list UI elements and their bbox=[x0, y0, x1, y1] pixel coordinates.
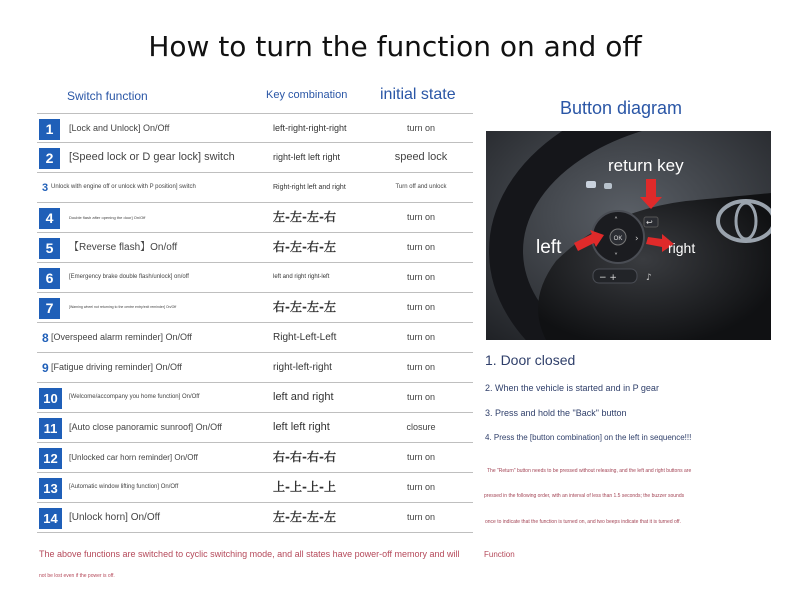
row-key: left-right-right-right bbox=[273, 123, 347, 133]
table-row bbox=[37, 353, 473, 383]
chevron-down-icon: ˅ bbox=[614, 252, 618, 261]
row-function: [Fatigue driving reminder] On/Off bbox=[51, 362, 182, 372]
row-function: Unlock with engine off or unlock with P position] switch bbox=[51, 184, 196, 190]
row-number: 14 bbox=[39, 508, 62, 529]
row-state: turn on bbox=[406, 123, 436, 133]
row-state: speed lock bbox=[394, 151, 448, 163]
row-key: 左-左-左-右 bbox=[273, 210, 336, 224]
row-key: 右-左-右-左 bbox=[273, 240, 336, 254]
table-row bbox=[37, 473, 473, 503]
dash-indicator bbox=[586, 181, 596, 188]
row-function: [Unlocked car horn reminder] On/Off bbox=[69, 453, 198, 462]
instruction-3: 3. Press and hold the "Back" button bbox=[485, 408, 627, 418]
row-state: turn on bbox=[406, 512, 436, 522]
table-row bbox=[37, 323, 473, 353]
row-key: right-left left right bbox=[273, 152, 341, 162]
table-row bbox=[37, 143, 473, 173]
voice-icon: ♪ bbox=[646, 273, 652, 283]
dash-indicator bbox=[604, 183, 612, 189]
function-table bbox=[37, 113, 473, 533]
table-row bbox=[37, 443, 473, 473]
table-row bbox=[37, 383, 473, 413]
button-diagram-title: Button diagram bbox=[559, 98, 683, 118]
row-state: turn on bbox=[406, 362, 436, 372]
row-function: [Overspeed alarm reminder] On/Off bbox=[51, 332, 192, 342]
row-key: right-left-right bbox=[273, 362, 332, 373]
table-row bbox=[37, 203, 473, 233]
row-key: 左-左-左-左 bbox=[273, 510, 336, 524]
row-function: [Lock and Unlock] On/Off bbox=[69, 123, 170, 133]
return-icon: ↩ bbox=[646, 218, 653, 227]
header-switch-function: Switch function bbox=[67, 89, 148, 103]
row-number: 11 bbox=[39, 418, 62, 439]
row-state: closure bbox=[406, 422, 436, 432]
ok-label: OK bbox=[613, 236, 623, 242]
return-key-label: return key bbox=[608, 156, 684, 175]
row-state: turn on bbox=[406, 242, 436, 252]
header-key-combination: Key combination bbox=[266, 89, 348, 101]
row-key: left and right right-left bbox=[273, 274, 330, 280]
table-row bbox=[37, 293, 473, 323]
header-initial-state: initial state bbox=[380, 86, 456, 103]
row-number: 5 bbox=[39, 238, 60, 259]
row-number: 3 bbox=[42, 182, 49, 194]
instruction-note: once to indicate that the function is turned on, and two beeps indicate that it is turned off. bbox=[485, 519, 681, 525]
chevron-right-icon: › bbox=[635, 234, 639, 244]
row-function: 【Reverse flash】On/off bbox=[69, 242, 178, 253]
row-number: 8 bbox=[42, 331, 49, 345]
row-number: 13 bbox=[39, 478, 62, 499]
row-number: 7 bbox=[39, 298, 60, 319]
row-number: 9 bbox=[42, 361, 49, 375]
row-number: 6 bbox=[39, 268, 60, 289]
row-key: left and right bbox=[273, 391, 334, 403]
row-number: 4 bbox=[39, 208, 60, 229]
row-key: left left right bbox=[273, 421, 330, 433]
row-state: turn on bbox=[406, 392, 436, 402]
row-function: [Auto close panoramic sunroof] On/Off bbox=[69, 422, 222, 432]
row-state: turn on bbox=[406, 302, 436, 312]
steering-wheel-illustration bbox=[486, 131, 771, 340]
volume-icon: − + bbox=[599, 273, 617, 283]
row-state: turn on bbox=[406, 212, 436, 222]
left-label: left bbox=[536, 237, 562, 258]
table-row bbox=[37, 113, 473, 143]
row-state: turn on bbox=[406, 332, 436, 342]
row-number: 10 bbox=[39, 388, 62, 409]
row-state: turn on bbox=[406, 452, 436, 462]
row-key: Right-right left and right bbox=[273, 184, 346, 191]
row-function: [Automatic window lifting function] On/Off bbox=[69, 484, 179, 490]
row-number: 12 bbox=[39, 448, 62, 469]
table-row bbox=[37, 413, 473, 443]
table-row bbox=[37, 173, 473, 203]
row-number: 2 bbox=[39, 148, 60, 169]
row-key: 右-左-左-左 bbox=[273, 300, 336, 314]
table-row bbox=[37, 503, 473, 533]
row-key: 右-右-右-右 bbox=[273, 450, 336, 464]
row-function: Double flash after opening the door] On/Off bbox=[69, 215, 146, 220]
footer-note-line1: The above functions are switched to cyclic switching mode, and all states have power-off memory and will bbox=[39, 549, 460, 559]
footer-note-line2: not be lost even if the power is off. bbox=[39, 573, 115, 579]
page-title: How to turn the function on and off bbox=[148, 30, 642, 63]
table-row bbox=[37, 233, 473, 263]
row-state: turn on bbox=[406, 272, 436, 282]
instruction-note: The "Return" button needs to be pressed without releasing, and the left and right buttons are bbox=[487, 468, 692, 474]
row-key: Right-Left-Left bbox=[273, 332, 337, 343]
row-number: 1 bbox=[39, 119, 60, 140]
row-state: turn on bbox=[406, 482, 436, 492]
chevron-up-icon: ˄ bbox=[614, 216, 618, 225]
row-function: [Unlock horn] On/Off bbox=[69, 512, 160, 523]
instruction-note: pressed in the following order, with an interval of less than 1.5 seconds; the buzzer sounds bbox=[484, 493, 685, 499]
table-row bbox=[37, 263, 473, 293]
row-key: 上-上-上-上 bbox=[273, 480, 336, 494]
right-label: right bbox=[668, 240, 696, 256]
instruction-4: 4. Press the [button combination] on the left in sequence!!! bbox=[485, 433, 692, 442]
row-function: [Warning wheel not returning to the centre entry/exit reminder] On/Off bbox=[69, 305, 177, 309]
steering-wheel-photo bbox=[486, 131, 771, 340]
row-function: [Welcome/accompany you home function] On/Off bbox=[69, 394, 200, 400]
row-state: Turn off and unlock bbox=[395, 184, 447, 190]
instruction-2: 2. When the vehicle is started and in P gear bbox=[485, 383, 659, 393]
row-function: [Speed lock or D gear lock] switch bbox=[69, 151, 235, 163]
footer-note-function: Function bbox=[484, 550, 515, 559]
instruction-1: 1. Door closed bbox=[485, 352, 576, 368]
row-function: [Emergency brake double flash/unlock] on/off bbox=[69, 274, 189, 280]
